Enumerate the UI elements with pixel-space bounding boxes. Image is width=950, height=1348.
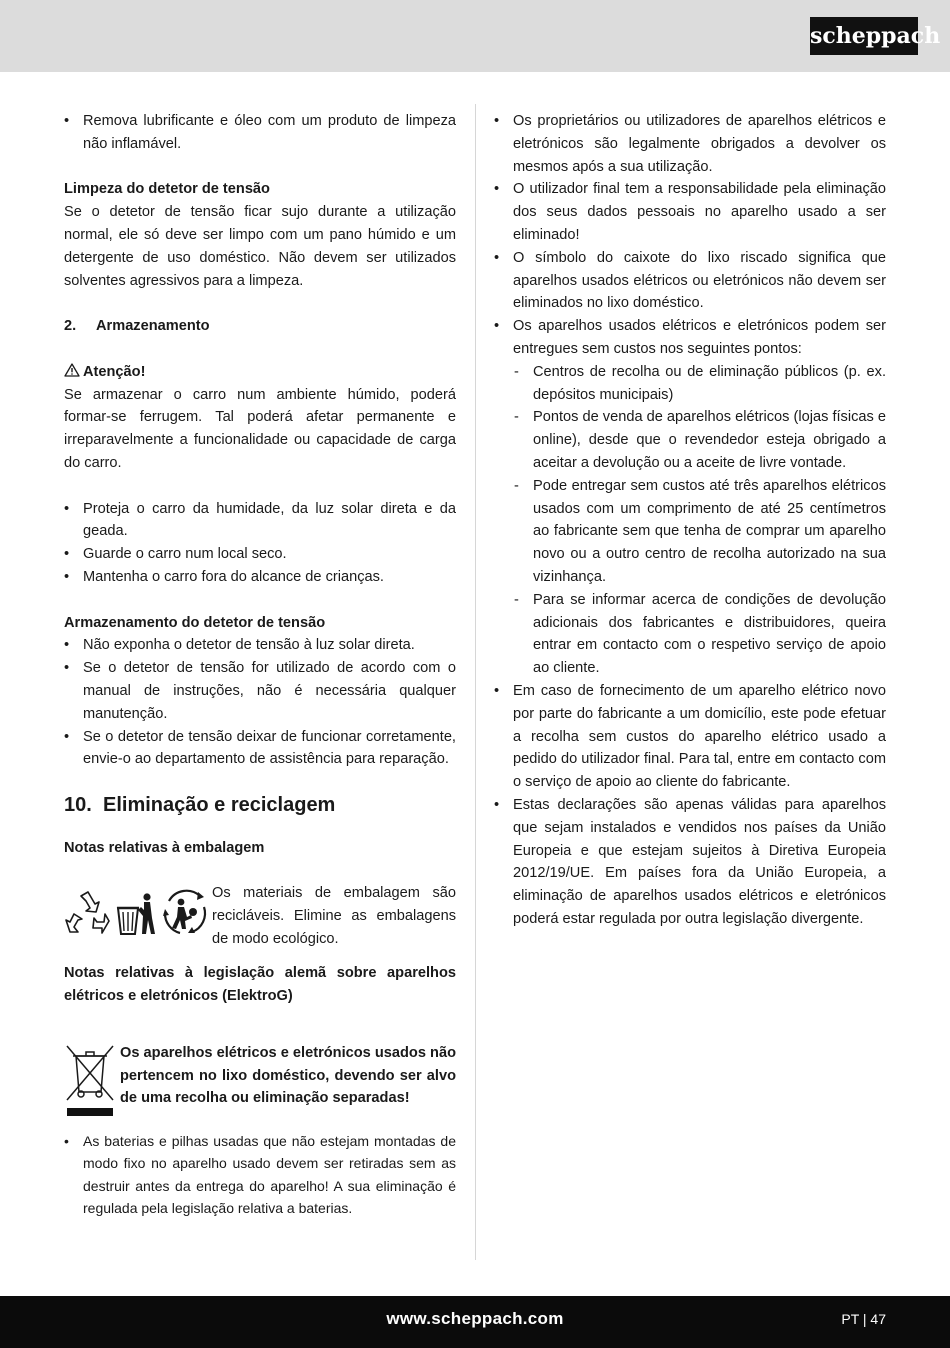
list-item: - Para se informar acerca de condições de devolução adicionais dos fabricantes e distribuidores, queira entrar em contacto com o respetivo serviço de apoio ao cliente. xyxy=(513,589,886,680)
intro-list xyxy=(64,110,456,156)
top-header-bar xyxy=(0,0,950,72)
detector-storage-heading: Armazenamento do detetor de tensão xyxy=(64,614,326,631)
list-item: • Se o detetor de tensão for utilizado de acordo com o manual de instruções, não é necessária qualquer manutenção. xyxy=(64,657,456,725)
list-item: • Os proprietários ou utilizadores de aparelhos elétricos e eletrónicos são legalmente obrigados a devolver os mesmos após a sua utilização. xyxy=(494,110,886,178)
recycle-person-icon xyxy=(160,887,210,937)
electro-law-heading: Notas relativas à legislação alemã sobre aparelhos elétricos e eletrónicos (ElektroG) xyxy=(64,965,456,1005)
list-item: - Pontos de venda de aparelhos elétricos (lojas físicas e online), desde que o revendedor esteja obrigado a aceitar a devolução ou a aceite de livre vontade. xyxy=(513,406,886,474)
list-item: - Pode entregar sem custos até três aparelhos elétricos usados com um comprimento de até 25 centímetros ao fabricante sem que tenha de comprar um aparelho novo ou a outro centro de recolha autorizado na sua vizinhança. xyxy=(513,475,886,589)
attention-paragraph: Se armazenar o carro num ambiente húmido, poderá formar-se ferrugem. Tal poderá afetar permanente e irreparavelmente a funcionalidade ou capacidade de carga do carro. xyxy=(64,386,456,471)
packaging-block xyxy=(64,882,456,950)
footer-website-link[interactable]: www.scheppach.com xyxy=(386,1309,564,1328)
list-item: • Em caso de fornecimento de um aparelho elétrico novo por parte do fabricante a um domicílio, este pode efetuar a recolha sem custos do aparelho elétrico usado a pedido do utilizador final. Para tal, entre em contacto com o serviço de apoio ao cliente do fabricante. xyxy=(494,680,886,794)
section-title: Eliminação e reciclagem xyxy=(103,794,336,817)
cleaning-heading: Limpeza do detetor de tensão xyxy=(64,181,270,198)
section-heading xyxy=(64,791,456,819)
battery-list xyxy=(64,1130,456,1220)
list-item: • O utilizador final tem a responsabilidade pela eliminação dos seus dados pessoais no aparelho usado a ser eliminado! xyxy=(494,178,886,246)
warning-triangle-icon xyxy=(64,363,80,377)
footer-page-number: 47 xyxy=(870,1311,886,1327)
footer-bar xyxy=(0,1296,950,1348)
recycle-icon xyxy=(64,888,112,936)
weee-paragraph: Os aparelhos elétricos e eletrónicos usados não pertencem no lixo doméstico, devendo ser alvo de uma recolha ou eliminação separadas! xyxy=(120,1044,456,1107)
storage-heading-number: 2. xyxy=(64,318,77,335)
packaging-heading: Notas relativas à embalagem xyxy=(64,840,265,857)
detector-storage-list xyxy=(64,634,456,771)
list-item: - Centros de recolha ou de eliminação públicos (p. ex. depósitos municipais) xyxy=(513,361,886,407)
list-item: • O símbolo do caixote do lixo riscado significa que aparelhos usados elétricos ou eletrónicos não devem ser eliminados no lixo doméstico. xyxy=(494,247,886,315)
list-item: • Não exponha o detetor de tensão à luz solar direta. xyxy=(64,634,456,657)
scheppach-logo: scheppach xyxy=(810,17,918,55)
weee-block xyxy=(64,1042,456,1130)
attention-title: Atenção! xyxy=(83,363,146,380)
packaging-paragraph: Os materiais de embalagem são recicláveis. Elimine as embalagens de modo ecológico. xyxy=(212,884,456,947)
cleaning-paragraph: Se o detetor de tensão ficar sujo durante a utilização normal, ele só deve ser limpo com um pano húmido e um detergente de uso doméstico. Não devem ser utilizados solventes agressivos para a limpeza. xyxy=(64,204,456,289)
footer-page-indicator: PT | 47 xyxy=(841,1311,886,1327)
list-item: • Remova lubrificante e óleo com um produto de limpeza não inflamável. xyxy=(64,110,456,156)
storage-list xyxy=(64,498,456,589)
list-item: • Proteja o carro da humidade, da luz solar direta e da geada. xyxy=(64,498,456,544)
storage-heading xyxy=(64,315,456,338)
weee-icon-wrapper xyxy=(64,1042,120,1130)
storage-heading-text: Armazenamento xyxy=(96,318,210,335)
disposal-list-continued xyxy=(494,680,886,931)
packaging-icons xyxy=(64,882,212,942)
collection-points-list xyxy=(513,361,886,680)
list-item: • Os aparelhos usados elétricos e eletrónicos podem ser entregues sem custos nos seguintes pontos: xyxy=(494,315,886,361)
list-item: • Se o detetor de tensão deixar de funcionar corretamente, envie-o ao departamento de assistência para reparação. xyxy=(64,726,456,772)
left-column xyxy=(64,110,456,1220)
list-item: • Mantenha o carro fora do alcance de crianças. xyxy=(64,566,456,589)
list-item: • As baterias e pilhas usadas que não estejam montadas de modo fixo no aparelho usado devem ser retiradas sem as destruir antes da entrega do aparelho! A sua eliminação é regulada pela legislação relativa a baterias. xyxy=(64,1130,456,1220)
attention-heading xyxy=(64,361,456,384)
list-item: • Guarde o carro num local seco. xyxy=(64,543,456,566)
footer-language: PT xyxy=(841,1311,859,1327)
disposal-list xyxy=(494,110,886,361)
section-number: 10. xyxy=(64,794,92,817)
right-column xyxy=(494,110,886,931)
column-divider xyxy=(475,104,476,1260)
crossed-out-wheelie-bin-icon xyxy=(64,1042,116,1122)
list-item: • Estas declarações são apenas válidas para aparelhos que sejam instalados e vendidos nos países da União Europeia e que estejam sujeitos à Diretiva Europeia 2012/19/UE. Em países fora da União Europeia, a eliminação de aparelhos usados elétricos e eletrónicos poderá estar regulada por outra legislação divergente. xyxy=(494,794,886,931)
waste-bin-person-icon xyxy=(114,888,158,936)
